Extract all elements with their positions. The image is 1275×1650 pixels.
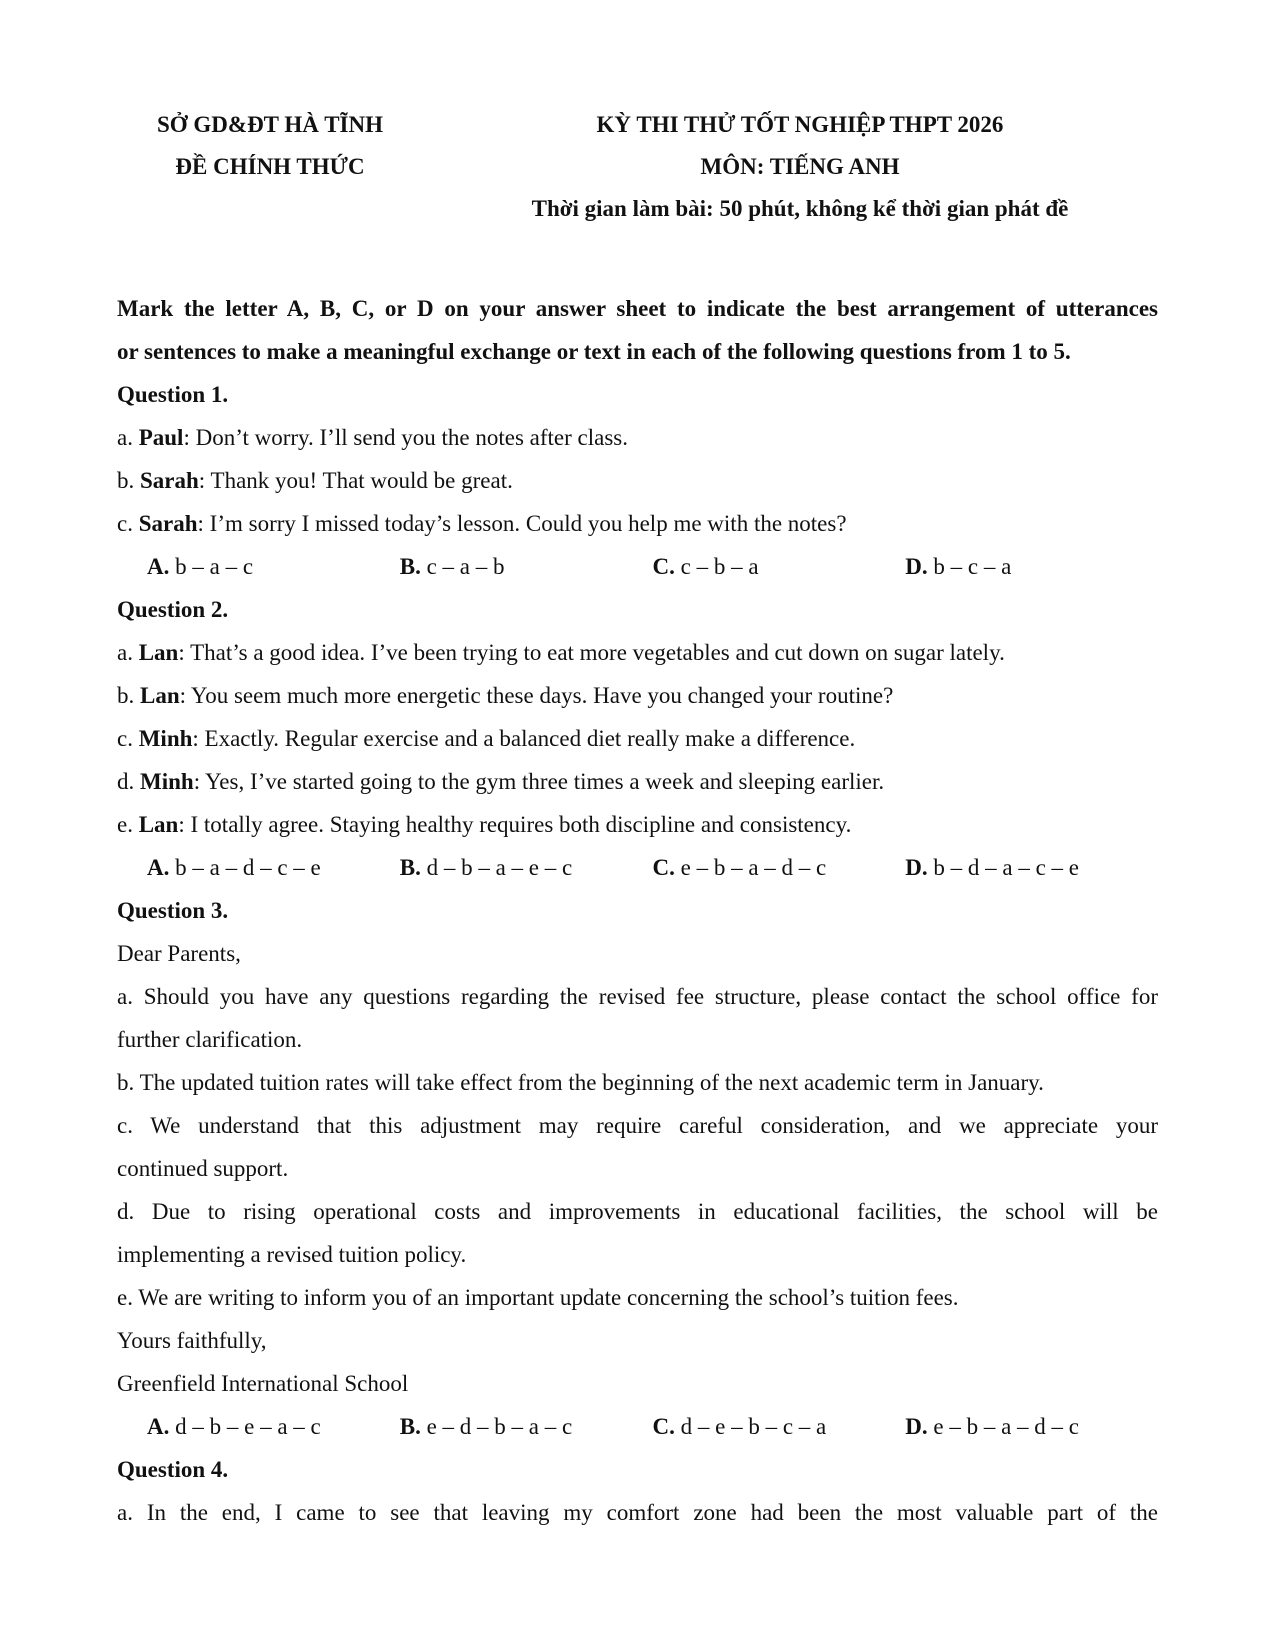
option-a[interactable] [147, 545, 400, 588]
option-value: b – a – d – c – e [169, 855, 321, 880]
utterance-text: : You seem much more energetic these days. Have you changed your routine? [179, 683, 894, 708]
item-letter: d. [117, 769, 140, 794]
instruction-line-2: or sentences to make a meaningful exchange or text in each of the following questions from 1 to 5. [117, 339, 1071, 364]
speaker-name: Sarah [138, 511, 198, 536]
option-b[interactable] [400, 545, 653, 588]
item-letter: a. [117, 425, 139, 450]
question-2-title: Question 2. [117, 597, 229, 622]
speaker-name: Paul [138, 425, 184, 450]
question-1-options [117, 545, 1158, 588]
option-label: A. [147, 554, 170, 579]
speaker-name: Lan [138, 812, 179, 837]
question-2-item-c [117, 717, 1158, 760]
option-label: B. [399, 855, 421, 880]
option-c[interactable] [653, 846, 906, 889]
question-1-title: Question 1. [117, 382, 229, 407]
option-value: d – b – a – e – c [420, 855, 573, 880]
option-d[interactable] [905, 545, 1158, 588]
option-value: b – a – c [169, 554, 254, 579]
utterance-text: : Yes, I’ve started going to the gym three times a week and sleeping earlier. [193, 769, 885, 794]
question-1-item-a [117, 416, 1158, 459]
question-3-item-a-line-1: a. Should you have any questions regarding the revised fee structure, please contact the school office for [117, 984, 1158, 1009]
question-3-item-b: b. The updated tuition rates will take effect from the beginning of the next academic term in January. [117, 1070, 1044, 1095]
utterance-text: : That’s a good idea. I’ve been trying to eat more vegetables and cut down on sugar lately. [178, 640, 1005, 665]
question-2-item-e [117, 803, 1158, 846]
question-3-item-d-line-2: implementing a revised tuition policy. [117, 1242, 467, 1267]
instruction-line-1: Mark the letter A, B, C, or D on your answer sheet to indicate the best arrangement of utterances [117, 296, 1158, 321]
question-1-item-b [117, 459, 1158, 502]
option-label: B. [399, 1414, 421, 1439]
item-letter: b. [117, 683, 140, 708]
question-3-item-e: e. We are writing to inform you of an important update concerning the school’s tuition fees. [117, 1285, 959, 1310]
exam-content [117, 287, 1158, 1534]
speaker-name: Lan [138, 640, 179, 665]
item-letter: c. [117, 726, 139, 751]
option-d[interactable] [905, 846, 1158, 889]
option-label: C. [652, 855, 675, 880]
exam-title: KỲ THI THỬ TỐT NGHIỆP THPT 2026 [596, 112, 1004, 137]
question-2-item-d [117, 760, 1158, 803]
utterance-text: : I’m sorry I missed today’s lesson. Could you help me with the notes? [197, 511, 847, 536]
subject-title: MÔN: TIẾNG ANH [700, 154, 900, 179]
speaker-name: Lan [140, 683, 180, 708]
speaker-name: Minh [138, 726, 193, 751]
question-3-item-d-line-1: d. Due to rising operational costs and improvements in educational facilities, the school will be [117, 1199, 1158, 1224]
option-label: B. [399, 554, 421, 579]
department-name: SỞ GD&ĐT HÀ TĨNH [156, 112, 383, 137]
option-label: A. [147, 855, 170, 880]
option-value: c – b – a [674, 554, 759, 579]
option-a[interactable] [147, 846, 400, 889]
option-b[interactable] [400, 846, 653, 889]
question-1-item-c [117, 502, 1158, 545]
question-2-item-b [117, 674, 1158, 717]
option-label: D. [905, 554, 928, 579]
option-value: e – d – b – a – c [420, 1414, 573, 1439]
utterance-text: : Exactly. Regular exercise and a balanced diet really make a difference. [192, 726, 856, 751]
item-letter: b. [117, 468, 140, 493]
item-letter: a. [117, 640, 139, 665]
option-value: e – b – a – d – c [927, 1414, 1080, 1439]
option-value: b – c – a [927, 554, 1012, 579]
question-4-item-a-line-1: a. In the end, I came to see that leaving my comfort zone had been the most valuable part of the [117, 1500, 1158, 1525]
question-3-item-a-line-2: further clarification. [117, 1027, 303, 1052]
option-value: c – a – b [420, 554, 505, 579]
letter-closing: Yours faithfully, [117, 1328, 267, 1353]
question-3-item-c-line-2: continued support. [117, 1156, 289, 1181]
option-label: A. [147, 1414, 170, 1439]
option-c[interactable] [653, 1405, 906, 1448]
item-letter: e. [117, 812, 139, 837]
option-value: d – e – b – c – a [674, 1414, 827, 1439]
time-limit: Thời gian làm bài: 50 phút, không kể thời gian phát đề [531, 196, 1069, 221]
question-4-title: Question 4. [117, 1457, 229, 1482]
question-3-options [117, 1405, 1158, 1448]
option-value: d – b – e – a – c [169, 1414, 321, 1439]
item-letter: c. [117, 511, 139, 536]
option-label: D. [905, 855, 928, 880]
option-label: C. [652, 554, 675, 579]
utterance-text: : Don’t worry. I’ll send you the notes after class. [183, 425, 629, 450]
option-value: e – b – a – d – c [674, 855, 827, 880]
speaker-name: Sarah [140, 468, 199, 493]
question-2-item-a [117, 631, 1158, 674]
letter-signature: Greenfield International School [117, 1371, 409, 1396]
question-3-item-c-line-1: c. We understand that this adjustment may require careful consideration, and we appreciate your [117, 1113, 1158, 1138]
option-label: C. [652, 1414, 675, 1439]
official-exam-label: ĐỀ CHÍNH THỨC [175, 154, 365, 179]
option-c[interactable] [653, 545, 906, 588]
question-2-options [117, 846, 1158, 889]
utterance-text: : I totally agree. Staying healthy requires both discipline and consistency. [178, 812, 852, 837]
letter-greeting: Dear Parents, [117, 941, 241, 966]
question-3-title: Question 3. [117, 898, 229, 923]
utterance-text: : Thank you! That would be great. [198, 468, 513, 493]
option-d[interactable] [905, 1405, 1158, 1448]
option-label: D. [905, 1414, 928, 1439]
option-a[interactable] [147, 1405, 400, 1448]
option-value: b – d – a – c – e [927, 855, 1080, 880]
option-b[interactable] [400, 1405, 653, 1448]
speaker-name: Minh [140, 769, 194, 794]
